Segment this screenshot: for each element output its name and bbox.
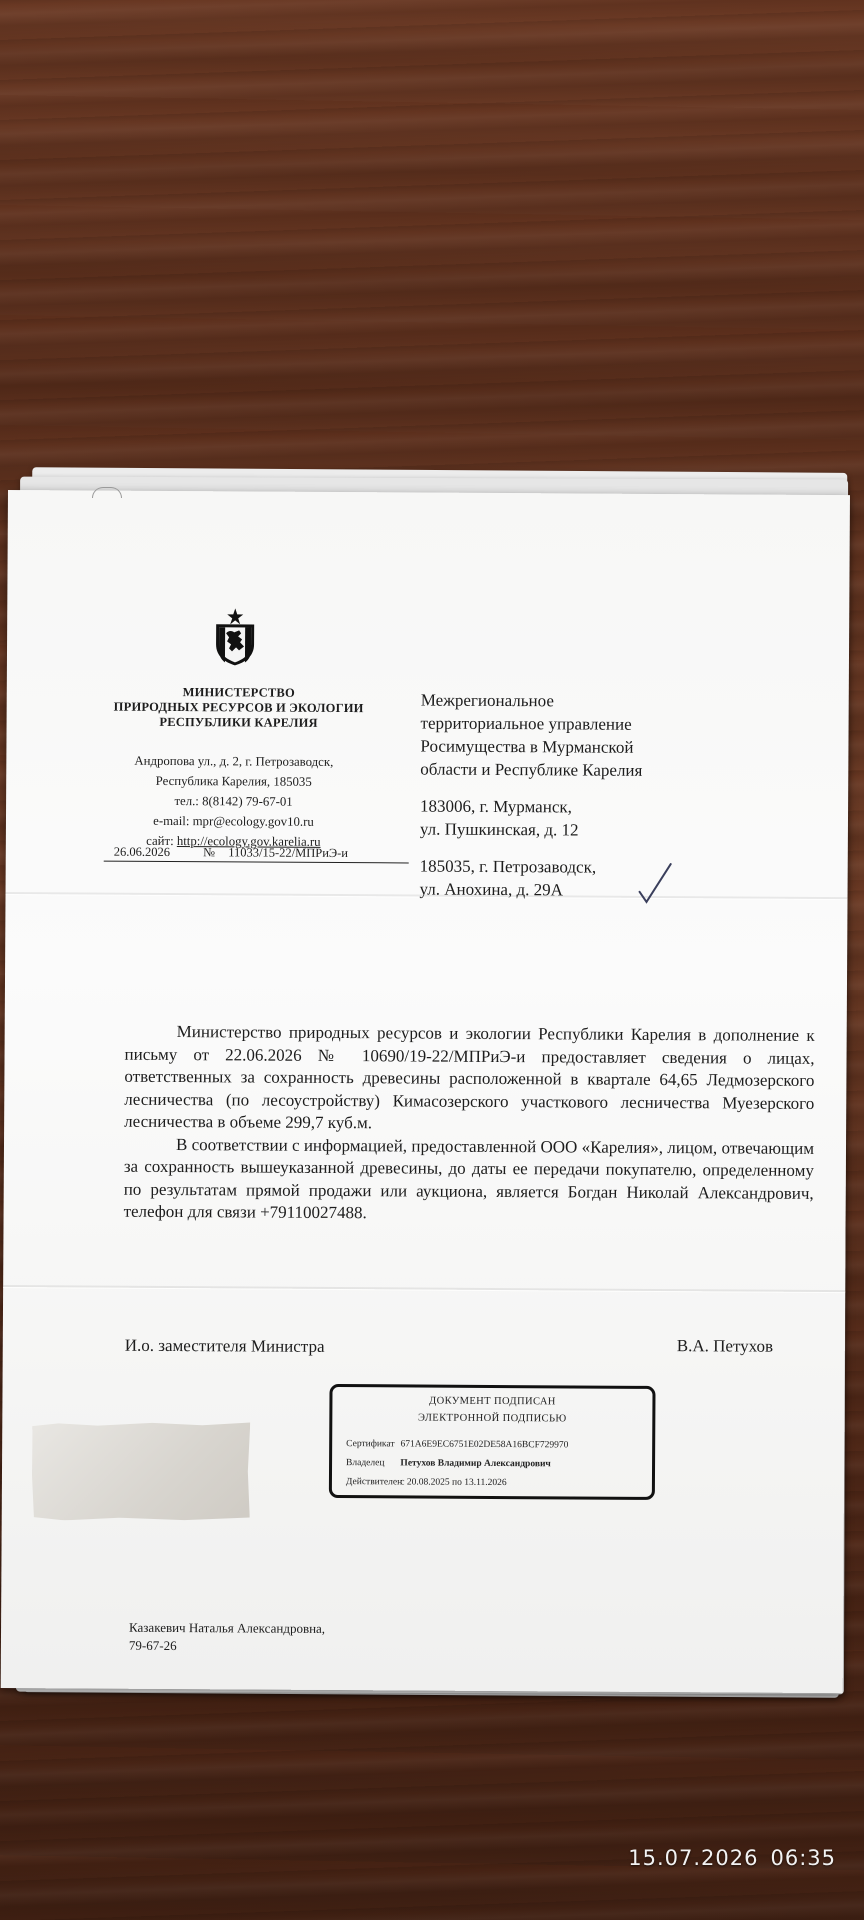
executor-info — [129, 1619, 325, 1656]
phone: тел.: 8(8142) 79-67-01 — [174, 794, 293, 809]
signer-name: В.А. Петухов — [676, 1336, 774, 1356]
karelia-coat-of-arms-icon — [212, 606, 258, 666]
website-link[interactable]: http://ecology.gov.karelia.ru — [176, 834, 321, 849]
validity-label: Действителен — [345, 1477, 403, 1488]
e-signature-stamp — [329, 1384, 656, 1500]
address-line-1: Андропова ул., д. 2, г. Петрозаводск, — [134, 753, 334, 769]
recipient-line-4: области и Республике Карелия — [420, 759, 643, 780]
address-line-2: Республика Карелия, 185035 — [155, 773, 312, 789]
stamp-title-line-1: ДОКУМЕНТ ПОДПИСАН — [429, 1395, 556, 1408]
executor-name: Казакевич Наталья Александровна, — [129, 1619, 326, 1636]
org-line-2: ПРИРОДНЫХ РЕСУРСОВ И ЭКОЛОГИИ — [113, 699, 364, 716]
fold-line-bottom — [3, 1285, 845, 1292]
registration-line — [104, 845, 409, 864]
recipient-address-1-line-2: ул. Пушкинская, д. 12 — [419, 819, 579, 840]
photo-timestamp — [628, 1846, 836, 1870]
photo-date: 15.07.2026 — [628, 1846, 759, 1870]
stamp-certificate-row — [346, 1439, 568, 1450]
registration-date: 26.06.2026 — [113, 844, 171, 859]
body-paragraph-1: Министерство природных ресурсов и экологии Республики Карелия в дополнение к письму от 22.06.2026 № 10690/19-22/МПРиЭ-и предоставляет сведения о лицах, ответственных за сохранность древесины расположенной в квартале 64,65 Ледмозерского лесничества (по лесоустройству) Кимасозерского участкового лесничества Муезерского лесничества в объеме 299,7 куб.м. — [124, 1022, 815, 1133]
stamp-validity-row — [346, 1477, 507, 1488]
photo-time: 06:35 — [770, 1846, 836, 1870]
checkmark-icon — [637, 862, 673, 906]
signer-position: И.о. заместителя Министра — [124, 1335, 325, 1356]
executor-phone: 79-67-26 — [128, 1637, 177, 1654]
recipient-address-1-line-1: 183006, г. Мурманск, — [420, 796, 572, 817]
stamp-owner-row — [346, 1458, 551, 1469]
recipient-line-1: Межрегиональное — [420, 690, 554, 711]
letter-sheet — [1, 490, 850, 1693]
staple-clip — [92, 487, 122, 498]
registration-number-label: № — [203, 845, 216, 860]
org-line-3: РЕСПУБЛИКИ КАРЕЛИЯ — [159, 714, 318, 730]
stamp-title-line-2: ЭЛЕКТРОННОЙ ПОДПИСЬЮ — [418, 1412, 567, 1425]
email: e-mail: mpr@ecology.gov10.ru — [153, 813, 314, 829]
certificate-value: 671A6E9EC6751E02DE58A16BCF729970 — [400, 1439, 569, 1451]
recipient-address-2-line-1: 185035, г. Петрозаводск, — [419, 856, 597, 877]
letter-body — [124, 1021, 815, 1228]
owner-value: Петухов Владимир Александрович — [400, 1458, 551, 1470]
ministry-contacts — [106, 751, 362, 853]
body-paragraph-2: В соответствии с информацией, предоставленной ООО «Карелия», лицом, отвечающим за сохранность вышеуказанной древесины, до даты ее передачи покупателю, определенному по результатам прямой продажи или аукциона, является Богдан Николай Александрович, телефон для связи +79110027488. — [123, 1134, 815, 1223]
website-prefix: сайт: — [146, 833, 177, 849]
recipient-line-3: Росимущества в Мурманской — [420, 736, 634, 757]
certificate-label: Сертификат — [346, 1439, 395, 1450]
registration-number: 11033/15-22/МПРиЭ-и — [228, 845, 349, 861]
redaction-paper-patch — [32, 1420, 251, 1521]
recipient-address-2-line-2: ул. Анохина, д. 29А — [419, 879, 563, 900]
org-line-1: МИНИСТЕРСТВО — [182, 685, 295, 700]
recipient-line-2: территориальное управление — [420, 713, 632, 734]
ministry-name — [99, 685, 379, 732]
validity-value: с 20.08.2025 по 13.11.2026 — [400, 1477, 507, 1489]
owner-label: Владелец — [346, 1458, 385, 1469]
recipient-block — [419, 689, 740, 903]
